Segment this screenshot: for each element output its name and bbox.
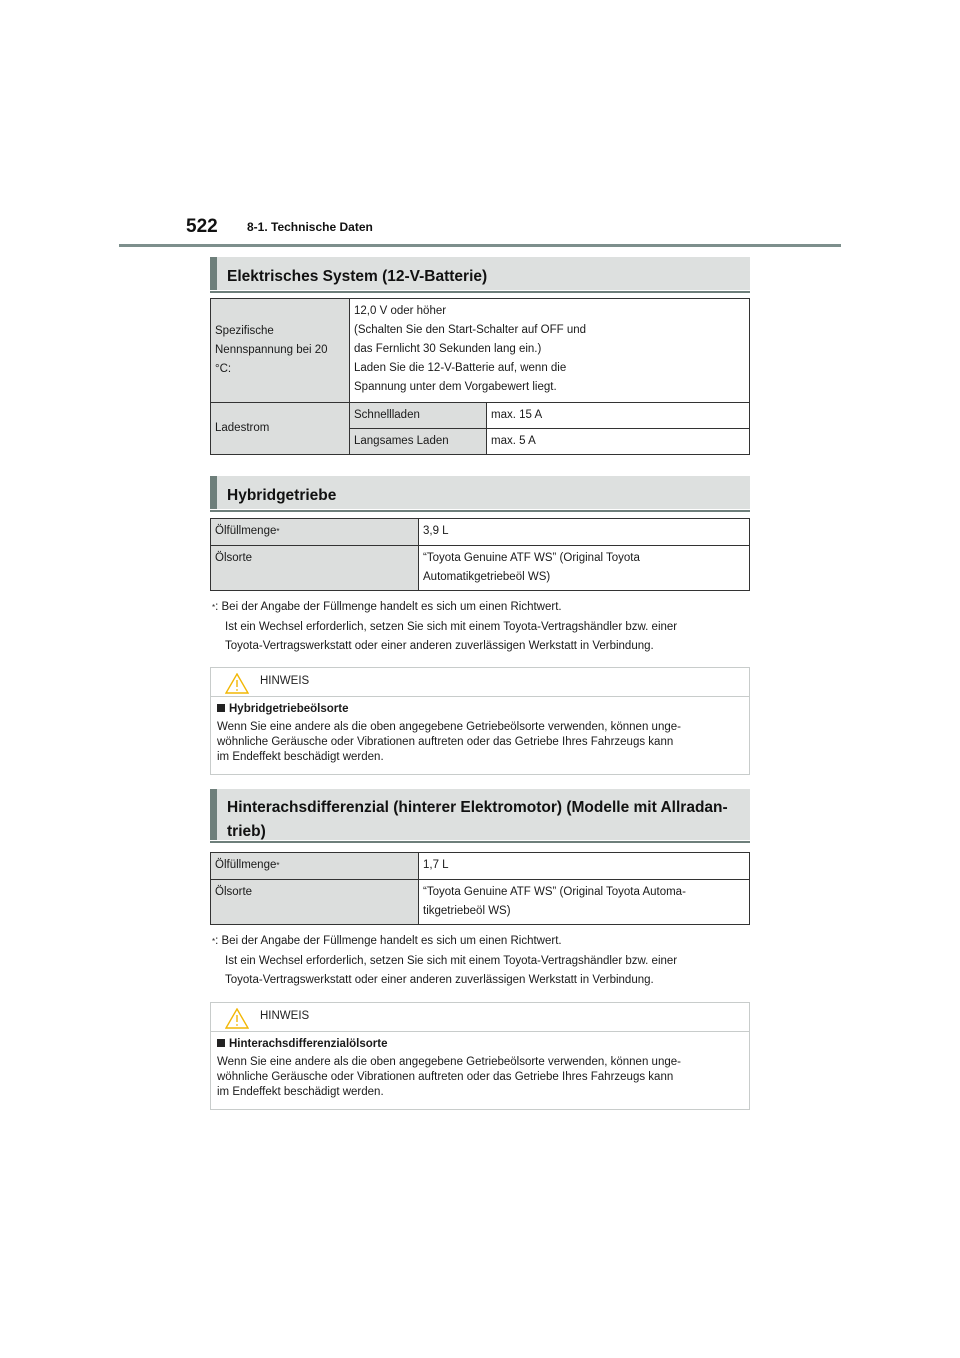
- rear-type-value: [419, 880, 750, 925]
- notice-line: wöhnliche Geräusche oder Vibrationen auftreten oder das Getriebe Ihres Fahrzeugs kann: [217, 736, 674, 748]
- rear-type-line: tikgetriebeöl WS): [423, 905, 511, 917]
- footnote-line: Ist ein Wechsel erforderlich, setzen Sie sich mit einem Toyota-Vertragshändler bzw. einer: [225, 620, 678, 633]
- notice-line: wöhnliche Geräusche oder Vibrationen auftreten oder das Getriebe Ihres Fahrzeugs kann: [217, 1071, 674, 1083]
- rear-fill-value: 1,7 L: [419, 853, 750, 880]
- hybrid-fill-label-text: Ölfüllmenge: [215, 525, 277, 537]
- table-row: [211, 519, 750, 546]
- rear-type-line: “Toyota Genuine ATF WS” (Original Toyota Automa-: [423, 886, 686, 898]
- warning-triangle-icon: [225, 1008, 249, 1029]
- voltage-line: Laden Sie die 12-V-Batterie auf, wenn die: [354, 362, 567, 374]
- rear-fill-label: [211, 853, 419, 880]
- voltage-line: das Fernlicht 30 Sekunden lang ein.): [354, 343, 542, 355]
- voltage-label: Spezifische Nennspannung bei 20 °C:: [211, 299, 350, 403]
- notice-title: HINWEIS: [260, 675, 310, 687]
- fast-charge-value: max. 15 A: [487, 403, 750, 429]
- voltage-line: (Schalten Sie den Start-Schalter auf OFF und: [354, 324, 587, 336]
- footnote-text: : Bei der Angabe der Füllmenge handelt es sich um einen Richtwert.: [215, 935, 562, 947]
- footnote-marker: *: [212, 603, 216, 612]
- electrical-heading: [210, 257, 750, 290]
- notice-subheading: [217, 702, 743, 717]
- electrical-table: [210, 298, 750, 455]
- slow-charge-label: Langsames Laden: [350, 429, 487, 455]
- rear-diff-heading-line: Hinterachsdifferenzial (hinterer Elektromotor) (Modelle mit Allradan-: [227, 799, 728, 816]
- notice-subheading-text: Hybridgetriebeölsorte: [229, 703, 349, 715]
- footnote-marker: *: [276, 861, 280, 870]
- notice-subheading: [217, 1037, 743, 1052]
- hybrid-type-label: Ölsorte: [211, 546, 419, 591]
- hybrid-type-value: [419, 546, 750, 591]
- table-row: [211, 403, 750, 429]
- table-row: [211, 299, 750, 403]
- square-bullet-icon: [217, 704, 225, 712]
- section-title: 8-1. Technische Daten: [247, 220, 373, 234]
- page-number: 522: [186, 216, 218, 237]
- voltage-value: [350, 299, 750, 403]
- footnote-text: : Bei der Angabe der Füllmenge handelt es sich um einen Richtwert.: [215, 601, 562, 613]
- notice-body: [211, 697, 749, 773]
- footnote-1: [212, 598, 752, 657]
- rear-type-label: Ölsorte: [211, 880, 419, 925]
- hybrid-heading-text: Hybridgetriebe: [227, 487, 337, 504]
- footnote-line: Toyota-Vertragswerkstatt oder einer anderen zuverlässigen Werkstatt in Verbindung.: [225, 640, 654, 652]
- square-bullet-icon: [217, 1039, 225, 1047]
- notice-line: im Endeffekt beschädigt werden.: [217, 1086, 384, 1098]
- notice-box-1: [210, 667, 750, 775]
- voltage-line: 12,0 V oder höher: [354, 305, 447, 317]
- footnote-line: [212, 932, 752, 952]
- rear-fill-label-text: Ölfüllmenge: [215, 859, 277, 871]
- notice-line: Wenn Sie eine andere als die oben angegebene Getriebeölsorte verwenden, können unge-: [217, 721, 681, 733]
- footnote-line: [212, 598, 752, 618]
- footnote-marker: *: [276, 527, 280, 536]
- header-divider: [119, 244, 841, 247]
- hybrid-heading: [210, 476, 750, 509]
- hybrid-type-line: “Toyota Genuine ATF WS” (Original Toyota: [423, 552, 640, 564]
- table-row: [211, 546, 750, 591]
- notice-line: Wenn Sie eine andere als die oben angegebene Getriebeölsorte verwenden, können unge-: [217, 1056, 681, 1068]
- electrical-heading-text: Elektrisches System (12-V-Batterie): [227, 268, 488, 285]
- notice-header: [211, 668, 749, 697]
- notice-header: [211, 1003, 749, 1032]
- notice-title: HINWEIS: [260, 1010, 310, 1022]
- notice-box-2: [210, 1002, 750, 1110]
- rear-diff-table: [210, 852, 750, 925]
- footnote-2: [212, 932, 752, 991]
- hybrid-table: [210, 518, 750, 591]
- notice-subheading-text: Hinterachsdifferenzialölsorte: [229, 1038, 388, 1050]
- slow-charge-value: max. 5 A: [487, 429, 750, 455]
- warning-triangle-icon: [225, 673, 249, 694]
- footnote-line: Ist ein Wechsel erforderlich, setzen Sie sich mit einem Toyota-Vertragshändler bzw. einer: [225, 954, 678, 967]
- table-row: [211, 853, 750, 880]
- footnote-line: Toyota-Vertragswerkstatt oder einer anderen zuverlässigen Werkstatt in Verbindung.: [225, 974, 654, 986]
- hybrid-fill-label: [211, 519, 419, 546]
- notice-body: [211, 1032, 749, 1108]
- fast-charge-label: Schnellladen: [350, 403, 487, 429]
- hybrid-fill-value: 3,9 L: [419, 519, 750, 546]
- notice-line: im Endeffekt beschädigt werden.: [217, 751, 384, 763]
- footnote-marker: *: [212, 937, 216, 946]
- rear-diff-heading-line: trieb): [227, 823, 266, 840]
- table-row: [211, 880, 750, 925]
- voltage-line: Spannung unter dem Vorgabewert liegt.: [354, 381, 557, 393]
- rear-diff-heading: [210, 789, 750, 840]
- hybrid-type-line: Automatikgetriebeöl WS): [423, 571, 551, 583]
- current-label: Ladestrom: [211, 403, 350, 455]
